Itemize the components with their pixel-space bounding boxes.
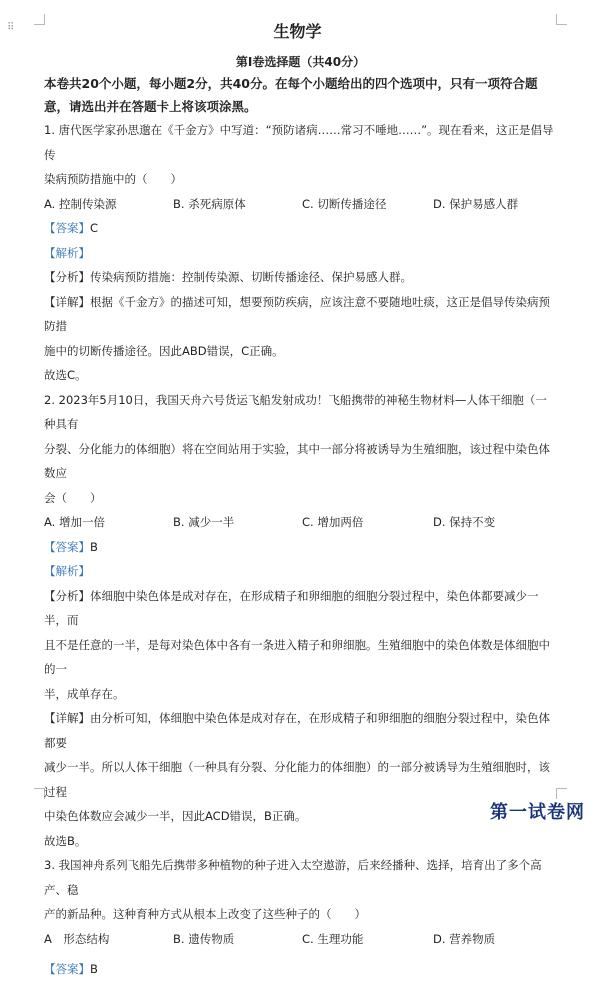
xiangjie-tag: 【详解】 [44,711,90,725]
q3-options [44,927,557,952]
q2-analysis [44,559,557,584]
answer-tag: 【答案】 [44,539,90,554]
q3-option-d: D. 营养物质 [433,931,496,946]
margin-mark-top-right [556,14,567,25]
q1-option-b: B. 杀死病原体 [173,196,246,211]
q3-option-c: C. 生理功能 [302,931,364,946]
section-heading: 第Ⅰ卷选择题（共40分） [235,55,366,69]
q1-answer [44,216,557,241]
doc-title: 生物学 [273,22,322,41]
q1-stem-2: 染病预防措施中的（ ） [44,172,182,186]
q3-option-b: B. 遗传物质 [173,931,235,946]
q2-answer [44,535,557,560]
xiangjie-text: 由分析可知，体细胞中染色体是成对存在，在形成精子和卵细胞的细胞分裂过程中，染色体都要 [44,711,550,750]
instruction-line-1: 本卷共20个小题，每小题2分，共40分。在每个小题给出的四个选项中，只有一项符合题 [44,76,538,91]
analysis-tag: 【解析】 [44,564,90,578]
q2-xiangjie-2: 减少一半。所以人体干细胞（一种具有分裂、分化能力的体细胞）的一部分被诱导为生殖细胞时，该过程 [44,760,550,799]
answer-value: C [90,221,99,235]
analysis-tag: 【解析】 [44,245,90,260]
question-2 [44,388,557,854]
instruction-line-2: 意，请选出并在答题卡上将该项涂黑。 [44,99,257,114]
fenxi-text: 传染病预防措施：控制传染源、切断传播途径、保护易感人群。 [90,270,412,284]
document-content [44,18,557,982]
q1-fenxi [44,265,557,290]
q3-stem-2: 产的新品种。这种育种方式从根本上改变了这些种子的（ ） [44,907,366,921]
q2-xiangjie-1 [44,706,557,755]
q2-option-c: C. 增加两倍 [302,515,364,529]
answer-value: B [90,962,98,976]
q3-stem-1: 3. 我国神舟系列飞船先后携带多种植物的种子进入太空遨游，后来经播种、选择，培育出了多个高产、稳 [44,858,542,897]
question-3 [44,853,557,982]
q3-answer [44,957,557,982]
q1-xiangjie-1 [44,290,557,339]
xiangjie-tag: 【详解】 [44,294,90,309]
q2-stem-2: 分裂、分化能力的体细胞）将在空间站用于实验，其中一部分将被诱导为生殖细胞，该过程中染色体数应 [44,441,550,480]
q1-options [44,192,557,217]
q1-option-d: D. 保护易感人群 [433,196,519,211]
fenxi-tag: 【分析】 [44,588,90,603]
question-1 [44,118,557,388]
q1-analysis [44,241,557,266]
q1-option-c: C. 切断传播途径 [302,196,387,211]
q2-fenxi-1 [44,584,557,633]
answer-tag: 【答案】 [44,962,90,976]
q2-fenxi-2: 且不是任意的一半，是每对染色体中各有一条进入精子和卵细胞。生殖细胞中的染色体数是体细胞中的一 [44,637,550,676]
q2-fenxi-3: 半，成单存在。 [44,686,125,701]
answer-tag: 【答案】 [44,221,90,235]
q2-option-d: D. 保持不变 [433,515,496,529]
drag-handle-icon[interactable]: ⠿ [7,22,16,33]
fenxi-text: 体细胞中染色体是成对存在，在形成精子和卵细胞的细胞分裂过程中，染色体都要减少一半，而 [44,588,539,627]
q1-xiangjie-2: 施中的切断传播途径。因此ABD错误，C正确。 [44,343,284,358]
q2-option-a: A. 增加一倍 [44,515,105,529]
xiangjie-text: 根据《千金方》的描述可知，想要预防疾病，应该注意不要随地吐痰，这正是倡导传染病预防措 [44,294,550,333]
q2-stem-3: 会（ ） [44,490,102,505]
q1-stem-1: 1. 唐代医学家孙思邈在《千金方》中写道：“预防诸病……常习不唾地……”。现在看来，这正是倡导传 [44,123,554,162]
q1-option-a: A. 控制传染源 [44,196,117,211]
fenxi-tag: 【分析】 [44,270,90,284]
q2-xiangjie-3: 中染色体数应会减少一半，因此ACD错误，B正确。 [44,809,307,823]
answer-value: B [90,539,98,554]
q2-options [44,510,557,535]
q1-choose: 故选C。 [44,368,87,382]
site-watermark: 第一试卷网 [490,802,585,823]
q3-option-a: A 形态结构 [44,931,110,946]
q2-stem-1: 2. 2023年5月10日，我国天舟六号货运飞船发射成功！飞船携带的神秘生物材料—人体干细胞（一种具有 [44,392,547,431]
q2-choose: 故选B。 [44,833,87,848]
q2-option-b: B. 减少一半 [173,515,235,529]
